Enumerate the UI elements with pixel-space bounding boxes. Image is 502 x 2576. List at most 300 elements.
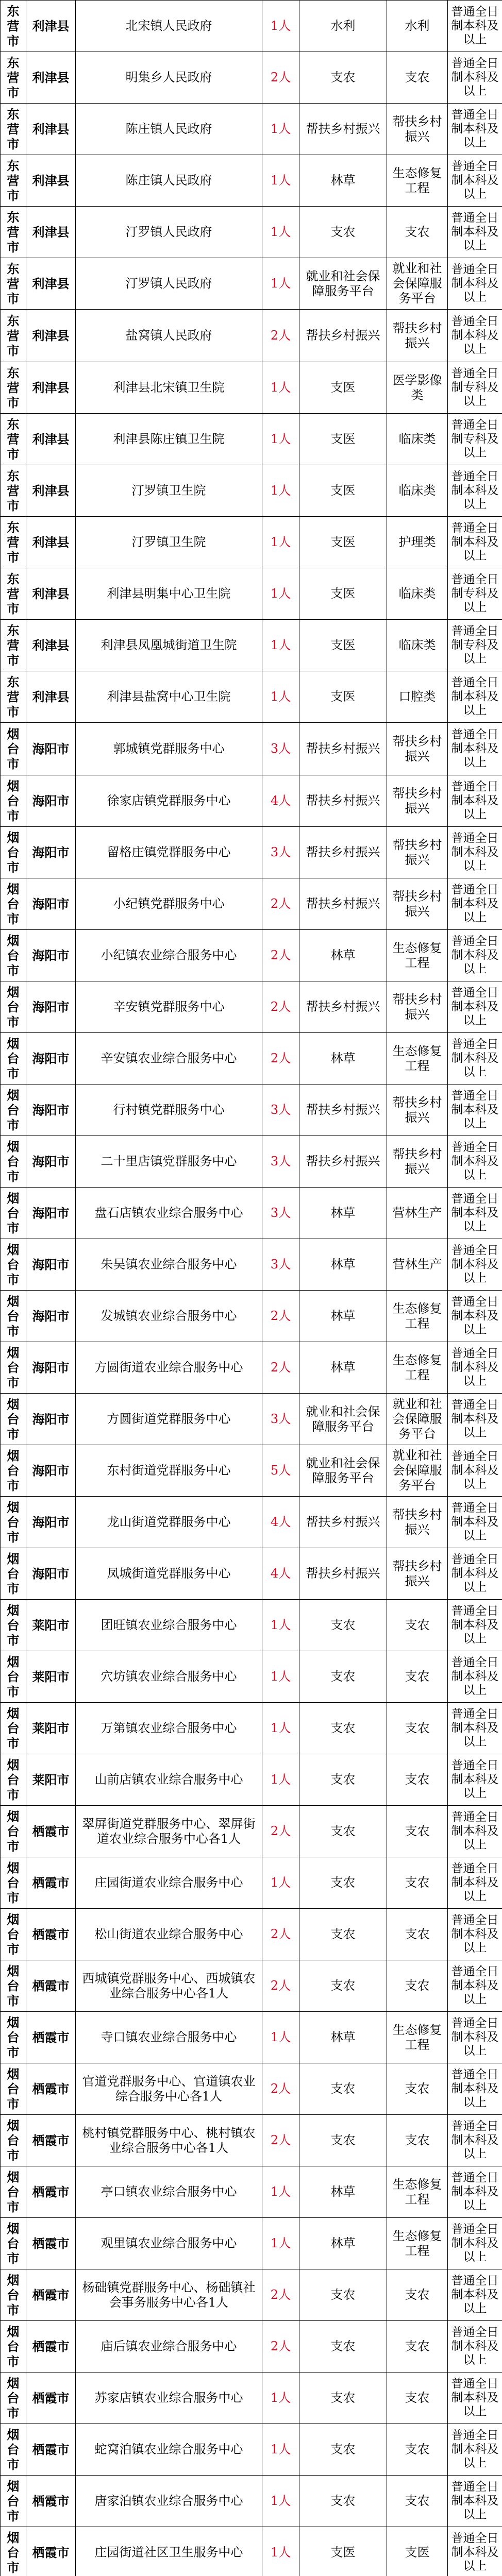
city-cell: 烟台市 — [1, 1394, 26, 1445]
count-cell: 1人 — [262, 2527, 299, 2576]
education-cell: 普通全日制本科及以上 — [448, 2269, 502, 2321]
unit-cell: 利津县盐窝中心卫生院 — [76, 671, 262, 723]
major-cell: 帮扶乡村振兴 — [387, 981, 448, 1033]
count-cell: 1人 — [262, 465, 299, 517]
city-cell: 东营市 — [1, 414, 26, 465]
count-cell: 1人 — [262, 2476, 299, 2527]
count-cell: 3人 — [262, 1188, 299, 1239]
major-cell: 帮扶乡村振兴 — [387, 827, 448, 878]
county-cell: 利津县 — [26, 414, 76, 465]
unit-cell: 东村街道党群服务中心 — [76, 1445, 262, 1497]
category-cell: 帮扶乡村振兴 — [299, 1497, 387, 1548]
count-cell: 1人 — [262, 517, 299, 568]
category-cell: 支农 — [299, 1857, 387, 1909]
category-cell: 帮扶乡村振兴 — [299, 1548, 387, 1600]
table-row — [1, 258, 502, 310]
education-cell: 普通全日制本科及以上 — [448, 1497, 502, 1548]
education-cell: 普通全日制本科及以上 — [448, 2372, 502, 2424]
category-cell: 帮扶乡村振兴 — [299, 723, 387, 775]
category-cell: 支农 — [299, 1909, 387, 1960]
category-cell: 帮扶乡村振兴 — [299, 878, 387, 930]
city-cell: 东营市 — [1, 620, 26, 671]
county-cell: 海阳市 — [26, 1291, 76, 1342]
unit-cell: 留格庄镇党群服务中心 — [76, 827, 262, 878]
unit-cell: 万第镇农业综合服务中心 — [76, 1703, 262, 1754]
major-cell: 水利 — [387, 1, 448, 52]
major-cell: 生态修复工程 — [387, 2012, 448, 2063]
county-cell: 海阳市 — [26, 723, 76, 775]
city-cell: 烟台市 — [1, 1445, 26, 1497]
unit-cell: 朱吴镇农业综合服务中心 — [76, 1239, 262, 1291]
education-cell: 普通全日制本科及以上 — [448, 1445, 502, 1497]
category-cell: 帮扶乡村振兴 — [299, 827, 387, 878]
city-cell: 东营市 — [1, 568, 26, 620]
education-cell: 普通全日制本科及以上 — [448, 155, 502, 207]
unit-cell: 汀罗镇人民政府 — [76, 207, 262, 258]
education-cell: 普通全日制专科及以上 — [448, 620, 502, 671]
major-cell: 生态修复工程 — [387, 2218, 448, 2269]
category-cell: 就业和社会保障服务平台 — [299, 258, 387, 310]
education-cell: 普通全日制本科及以上 — [448, 517, 502, 568]
category-cell: 支农 — [299, 52, 387, 104]
table-row — [1, 104, 502, 155]
education-cell: 普通全日制本科及以上 — [448, 310, 502, 362]
education-cell: 普通全日制本科及以上 — [448, 1239, 502, 1291]
count-cell: 2人 — [262, 2321, 299, 2372]
table-row — [1, 878, 502, 930]
category-cell: 帮扶乡村振兴 — [299, 1136, 387, 1188]
county-cell: 海阳市 — [26, 1445, 76, 1497]
category-cell: 林草 — [299, 1188, 387, 1239]
education-cell: 普通全日制本科及以上 — [448, 723, 502, 775]
unit-cell: 庙后镇农业综合服务中心 — [76, 2321, 262, 2372]
unit-cell: 观里镇农业综合服务中心 — [76, 2218, 262, 2269]
table-row — [1, 517, 502, 568]
category-cell: 帮扶乡村振兴 — [299, 104, 387, 155]
table-row — [1, 723, 502, 775]
city-cell: 东营市 — [1, 362, 26, 414]
table-row — [1, 1703, 502, 1754]
city-cell: 烟台市 — [1, 1909, 26, 1960]
city-cell: 东营市 — [1, 671, 26, 723]
category-cell: 支农 — [299, 2269, 387, 2321]
unit-cell: 杨础镇党群服务中心、杨础镇社会事务服务中心各1人 — [76, 2269, 262, 2321]
major-cell: 临床类 — [387, 414, 448, 465]
unit-cell: 桃村镇党群服务中心、桃村镇农业综合服务中心各1人 — [76, 2115, 262, 2166]
major-cell: 支农 — [387, 207, 448, 258]
city-cell: 烟台市 — [1, 1033, 26, 1084]
unit-cell: 行村镇党群服务中心 — [76, 1084, 262, 1136]
city-cell: 烟台市 — [1, 2321, 26, 2372]
city-cell: 烟台市 — [1, 2527, 26, 2576]
unit-cell: 亭口镇农业综合服务中心 — [76, 2166, 262, 2218]
table-row — [1, 1651, 502, 1703]
county-cell: 海阳市 — [26, 1033, 76, 1084]
table-row — [1, 981, 502, 1033]
table-row — [1, 1806, 502, 1857]
unit-cell: 利津县凤凰城街道卫生院 — [76, 620, 262, 671]
table-row — [1, 2012, 502, 2063]
category-cell: 林草 — [299, 1342, 387, 1394]
county-cell: 海阳市 — [26, 981, 76, 1033]
unit-cell: 汀罗镇卫生院 — [76, 517, 262, 568]
category-cell: 支农 — [299, 2476, 387, 2527]
city-cell: 烟台市 — [1, 1806, 26, 1857]
unit-cell: 庄园街道农业综合服务中心 — [76, 1857, 262, 1909]
education-cell: 普通全日制专科及以上 — [448, 414, 502, 465]
county-cell: 莱阳市 — [26, 1651, 76, 1703]
category-cell: 支医 — [299, 465, 387, 517]
major-cell: 支农 — [387, 1600, 448, 1651]
education-cell: 普通全日制本科及以上 — [448, 1857, 502, 1909]
county-cell: 利津县 — [26, 207, 76, 258]
education-cell: 普通全日制本科及以上 — [448, 1806, 502, 1857]
city-cell: 烟台市 — [1, 1857, 26, 1909]
major-cell: 帮扶乡村振兴 — [387, 1497, 448, 1548]
unit-cell: 利津县北宋镇卫生院 — [76, 362, 262, 414]
unit-cell: 蛇窝泊镇农业综合服务中心 — [76, 2424, 262, 2476]
city-cell: 烟台市 — [1, 1754, 26, 1806]
unit-cell: 发城镇农业综合服务中心 — [76, 1291, 262, 1342]
city-cell: 烟台市 — [1, 1239, 26, 1291]
table-row — [1, 1136, 502, 1188]
unit-cell: 小纪镇农业综合服务中心 — [76, 930, 262, 981]
county-cell: 利津县 — [26, 362, 76, 414]
table-row — [1, 1960, 502, 2012]
count-cell: 1人 — [262, 155, 299, 207]
county-cell: 莱阳市 — [26, 1600, 76, 1651]
count-cell: 1人 — [262, 1857, 299, 1909]
category-cell: 支农 — [299, 2372, 387, 2424]
count-cell: 1人 — [262, 1600, 299, 1651]
category-cell: 支医 — [299, 517, 387, 568]
unit-cell: 方圆街道农业综合服务中心 — [76, 1342, 262, 1394]
category-cell: 支农 — [299, 1960, 387, 2012]
city-cell: 烟台市 — [1, 2476, 26, 2527]
count-cell: 2人 — [262, 1960, 299, 2012]
category-cell: 林草 — [299, 1291, 387, 1342]
table-row — [1, 1, 502, 52]
category-cell: 林草 — [299, 2166, 387, 2218]
major-cell: 支农 — [387, 1703, 448, 1754]
category-cell: 支农 — [299, 1651, 387, 1703]
city-cell: 东营市 — [1, 310, 26, 362]
education-cell: 普通全日制专科及以上 — [448, 362, 502, 414]
city-cell: 烟台市 — [1, 1084, 26, 1136]
table-row — [1, 2269, 502, 2321]
category-cell: 林草 — [299, 930, 387, 981]
city-cell: 烟台市 — [1, 878, 26, 930]
city-cell: 东营市 — [1, 465, 26, 517]
table-row — [1, 1394, 502, 1445]
education-cell: 普通全日制本科及以上 — [448, 2424, 502, 2476]
major-cell: 临床类 — [387, 465, 448, 517]
table-row — [1, 1857, 502, 1909]
table-row — [1, 207, 502, 258]
count-cell: 1人 — [262, 1754, 299, 1806]
unit-cell: 陈庄镇人民政府 — [76, 104, 262, 155]
city-cell: 烟台市 — [1, 723, 26, 775]
positions-table-body — [1, 1, 502, 2576]
count-cell: 2人 — [262, 1291, 299, 1342]
city-cell: 烟台市 — [1, 2218, 26, 2269]
count-cell: 1人 — [262, 671, 299, 723]
major-cell: 支农 — [387, 52, 448, 104]
city-cell: 东营市 — [1, 517, 26, 568]
category-cell: 帮扶乡村振兴 — [299, 1084, 387, 1136]
unit-cell: 团旺镇农业综合服务中心 — [76, 1600, 262, 1651]
count-cell: 2人 — [262, 878, 299, 930]
table-row — [1, 52, 502, 104]
major-cell: 支农 — [387, 2372, 448, 2424]
education-cell: 普通全日制本科及以上 — [448, 1703, 502, 1754]
county-cell: 海阳市 — [26, 930, 76, 981]
education-cell: 普通全日制本科及以上 — [448, 207, 502, 258]
count-cell: 3人 — [262, 1394, 299, 1445]
category-cell: 帮扶乡村振兴 — [299, 775, 387, 827]
major-cell: 支农 — [387, 2424, 448, 2476]
county-cell: 利津县 — [26, 104, 76, 155]
education-cell: 普通全日制本科及以上 — [448, 1342, 502, 1394]
count-cell: 4人 — [262, 775, 299, 827]
category-cell: 支农 — [299, 1754, 387, 1806]
unit-cell: 方圆街道党群服务中心 — [76, 1394, 262, 1445]
county-cell: 栖霞市 — [26, 2527, 76, 2576]
category-cell: 林草 — [299, 1239, 387, 1291]
county-cell: 海阳市 — [26, 1084, 76, 1136]
education-cell: 普通全日制本科及以上 — [448, 1754, 502, 1806]
county-cell: 海阳市 — [26, 878, 76, 930]
major-cell: 帮扶乡村振兴 — [387, 878, 448, 930]
count-cell: 5人 — [262, 1445, 299, 1497]
county-cell: 栖霞市 — [26, 2321, 76, 2372]
major-cell: 口腔类 — [387, 671, 448, 723]
city-cell: 烟台市 — [1, 1651, 26, 1703]
table-row — [1, 2372, 502, 2424]
unit-cell: 辛安镇党群服务中心 — [76, 981, 262, 1033]
education-cell: 普通全日制本科及以上 — [448, 775, 502, 827]
major-cell: 就业和社会保障服务平台 — [387, 1394, 448, 1445]
major-cell: 支农 — [387, 1960, 448, 2012]
table-row — [1, 1754, 502, 1806]
city-cell: 烟台市 — [1, 2063, 26, 2115]
education-cell: 普通全日制本科及以上 — [448, 2218, 502, 2269]
county-cell: 栖霞市 — [26, 2115, 76, 2166]
major-cell: 支农 — [387, 1909, 448, 1960]
unit-cell: 凤城街道党群服务中心 — [76, 1548, 262, 1600]
education-cell: 普通全日制本科及以上 — [448, 2476, 502, 2527]
city-cell: 烟台市 — [1, 827, 26, 878]
major-cell: 就业和社会保障服务平台 — [387, 258, 448, 310]
education-cell: 普通全日制本科及以上 — [448, 827, 502, 878]
count-cell: 2人 — [262, 2269, 299, 2321]
unit-cell: 苏家店镇农业综合服务中心 — [76, 2372, 262, 2424]
count-cell: 2人 — [262, 981, 299, 1033]
major-cell: 支农 — [387, 1754, 448, 1806]
education-cell: 普通全日制本科及以上 — [448, 2115, 502, 2166]
county-cell: 栖霞市 — [26, 1909, 76, 1960]
unit-cell: 庄园街道社区卫生服务中心 — [76, 2527, 262, 2576]
education-cell: 普通全日制本科及以上 — [448, 52, 502, 104]
unit-cell: 郭城镇党群服务中心 — [76, 723, 262, 775]
county-cell: 利津县 — [26, 671, 76, 723]
category-cell: 林草 — [299, 2012, 387, 2063]
category-cell: 就业和社会保障服务平台 — [299, 1445, 387, 1497]
table-row — [1, 1600, 502, 1651]
county-cell: 海阳市 — [26, 1548, 76, 1600]
county-cell: 栖霞市 — [26, 2166, 76, 2218]
unit-cell: 汀罗镇人民政府 — [76, 258, 262, 310]
city-cell: 烟台市 — [1, 2269, 26, 2321]
table-row — [1, 775, 502, 827]
category-cell: 支医 — [299, 620, 387, 671]
table-row — [1, 465, 502, 517]
city-cell: 烟台市 — [1, 2166, 26, 2218]
table-row — [1, 1342, 502, 1394]
education-cell: 普通全日制本科及以上 — [448, 930, 502, 981]
category-cell: 支农 — [299, 2424, 387, 2476]
count-cell: 1人 — [262, 1, 299, 52]
major-cell: 帮扶乡村振兴 — [387, 1084, 448, 1136]
education-cell: 普通全日制本科及以上 — [448, 1136, 502, 1188]
education-cell: 普通全日制本科及以上 — [448, 1291, 502, 1342]
category-cell: 支医 — [299, 362, 387, 414]
education-cell: 普通全日制本科及以上 — [448, 1909, 502, 1960]
county-cell: 海阳市 — [26, 827, 76, 878]
count-cell: 4人 — [262, 1548, 299, 1600]
table-row — [1, 671, 502, 723]
city-cell: 东营市 — [1, 258, 26, 310]
table-row — [1, 1084, 502, 1136]
unit-cell: 唐家泊镇农业综合服务中心 — [76, 2476, 262, 2527]
major-cell: 生态修复工程 — [387, 2166, 448, 2218]
count-cell: 1人 — [262, 2218, 299, 2269]
major-cell: 就业和社会保障服务平台 — [387, 1445, 448, 1497]
education-cell: 普通全日制本科及以上 — [448, 2063, 502, 2115]
city-cell: 烟台市 — [1, 2115, 26, 2166]
education-cell: 普通全日制本科及以上 — [448, 1960, 502, 2012]
table-row — [1, 2218, 502, 2269]
category-cell: 支医 — [299, 414, 387, 465]
table-row — [1, 155, 502, 207]
unit-cell: 二十里店镇党群服务中心 — [76, 1136, 262, 1188]
education-cell: 普通全日制本科及以上 — [448, 1188, 502, 1239]
category-cell: 就业和社会保障服务平台 — [299, 1394, 387, 1445]
category-cell: 支农 — [299, 207, 387, 258]
count-cell: 2人 — [262, 2115, 299, 2166]
category-cell: 支农 — [299, 2115, 387, 2166]
count-cell: 2人 — [262, 1806, 299, 1857]
unit-cell: 北宋镇人民政府 — [76, 1, 262, 52]
education-cell: 普通全日制本科及以上 — [448, 2012, 502, 2063]
count-cell: 1人 — [262, 2166, 299, 2218]
county-cell: 海阳市 — [26, 1394, 76, 1445]
table-row — [1, 2166, 502, 2218]
table-row — [1, 568, 502, 620]
education-cell: 普通全日制本科及以上 — [448, 2527, 502, 2576]
city-cell: 烟台市 — [1, 1960, 26, 2012]
county-cell: 莱阳市 — [26, 1703, 76, 1754]
category-cell: 林草 — [299, 155, 387, 207]
table-row — [1, 2063, 502, 2115]
major-cell: 临床类 — [387, 620, 448, 671]
unit-cell: 龙山街道党群服务中心 — [76, 1497, 262, 1548]
category-cell: 水利 — [299, 1, 387, 52]
category-cell: 支农 — [299, 1806, 387, 1857]
county-cell: 利津县 — [26, 465, 76, 517]
unit-cell: 辛安镇农业综合服务中心 — [76, 1033, 262, 1084]
major-cell: 支农 — [387, 2269, 448, 2321]
education-cell: 普通全日制本科及以上 — [448, 465, 502, 517]
city-cell: 烟台市 — [1, 1291, 26, 1342]
count-cell: 2人 — [262, 2063, 299, 2115]
county-cell: 海阳市 — [26, 775, 76, 827]
city-cell: 烟台市 — [1, 775, 26, 827]
unit-cell: 明集乡人民政府 — [76, 52, 262, 104]
city-cell: 烟台市 — [1, 2372, 26, 2424]
unit-cell: 徐家店镇党群服务中心 — [76, 775, 262, 827]
city-cell: 烟台市 — [1, 1548, 26, 1600]
category-cell: 林草 — [299, 1033, 387, 1084]
county-cell: 栖霞市 — [26, 1857, 76, 1909]
education-cell: 普通全日制本科及以上 — [448, 1600, 502, 1651]
education-cell: 普通全日制本科及以上 — [448, 1394, 502, 1445]
count-cell: 4人 — [262, 1497, 299, 1548]
table-row — [1, 1291, 502, 1342]
table-row — [1, 2424, 502, 2476]
unit-cell: 利津县陈庄镇卫生院 — [76, 414, 262, 465]
category-cell: 帮扶乡村振兴 — [299, 981, 387, 1033]
count-cell: 1人 — [262, 362, 299, 414]
category-cell: 支农 — [299, 2063, 387, 2115]
major-cell: 支农 — [387, 1651, 448, 1703]
table-row — [1, 1188, 502, 1239]
table-row — [1, 1445, 502, 1497]
count-cell: 2人 — [262, 310, 299, 362]
table-row — [1, 1548, 502, 1600]
unit-cell: 利津县明集中心卫生院 — [76, 568, 262, 620]
unit-cell: 穴坊镇农业综合服务中心 — [76, 1651, 262, 1703]
count-cell: 2人 — [262, 1033, 299, 1084]
county-cell: 栖霞市 — [26, 2063, 76, 2115]
major-cell: 生态修复工程 — [387, 930, 448, 981]
count-cell: 3人 — [262, 1239, 299, 1291]
education-cell: 普通全日制本科及以上 — [448, 2166, 502, 2218]
county-cell: 海阳市 — [26, 1497, 76, 1548]
county-cell: 栖霞市 — [26, 2269, 76, 2321]
table-row — [1, 1033, 502, 1084]
count-cell: 1人 — [262, 2012, 299, 2063]
education-cell: 普通全日制本科及以上 — [448, 1548, 502, 1600]
major-cell: 支医 — [387, 2527, 448, 2576]
city-cell: 东营市 — [1, 155, 26, 207]
count-cell: 1人 — [262, 2372, 299, 2424]
county-cell: 利津县 — [26, 258, 76, 310]
category-cell: 支农 — [299, 2321, 387, 2372]
county-cell: 栖霞市 — [26, 2012, 76, 2063]
county-cell: 利津县 — [26, 568, 76, 620]
category-cell: 支农 — [299, 1703, 387, 1754]
education-cell: 普通全日制本科及以上 — [448, 671, 502, 723]
city-cell: 烟台市 — [1, 1188, 26, 1239]
major-cell: 支农 — [387, 2115, 448, 2166]
count-cell: 1人 — [262, 1703, 299, 1754]
county-cell: 莱阳市 — [26, 1754, 76, 1806]
county-cell: 利津县 — [26, 310, 76, 362]
unit-cell: 松山街道农业综合服务中心 — [76, 1909, 262, 1960]
table-row — [1, 827, 502, 878]
table-row — [1, 2321, 502, 2372]
